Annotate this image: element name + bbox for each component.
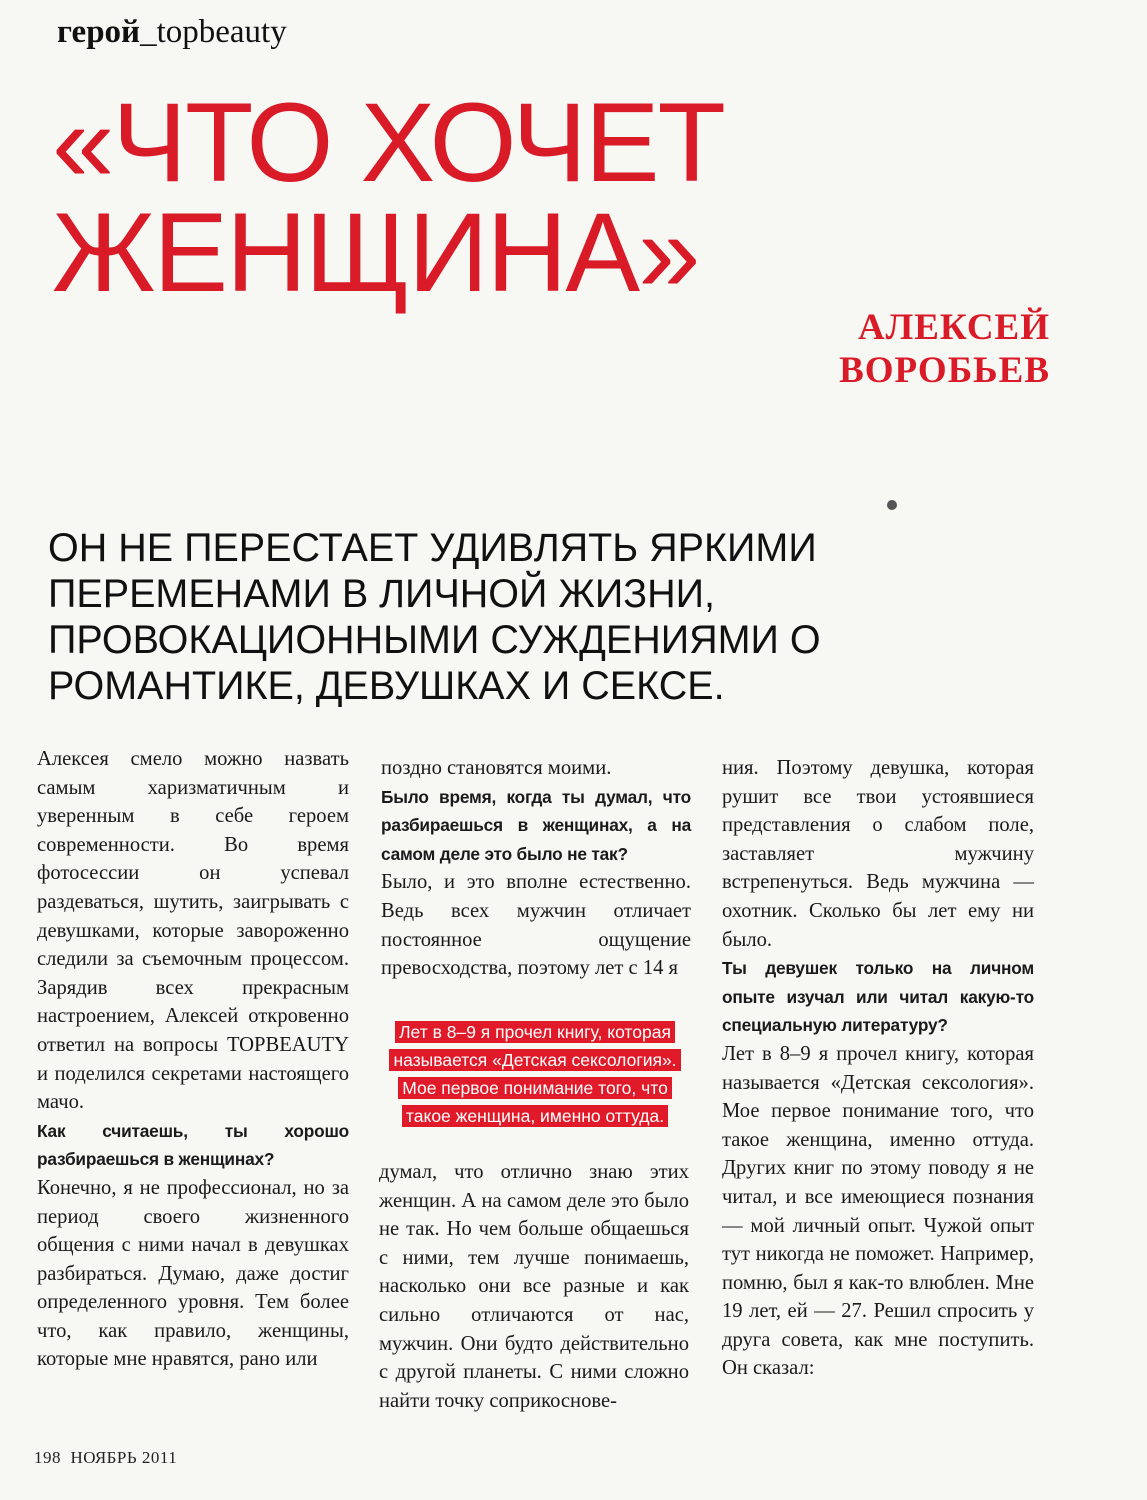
headline-line-2: ЖЕНЩИНА» [52,190,699,315]
author-name: АЛЕКСЕЙ ВОРОБЬЕВ [839,307,1050,391]
pull-quote-line-2: называется «Детская сексология». [389,1049,680,1071]
lead-paragraph: ОН НЕ ПЕРЕСТАЕТ УДИВЛЯТЬ ЯРКИМИ ПЕРЕМЕНАМИ В ЛИЧНОЙ ЖИЗНИ, ПРОВОКАЦИОННЫМИ СУЖДЕНИЯМИ О РОМАНТИКЕ, ДЕВУШКАХ И СЕКСЕ. [48,526,821,708]
issue-date: НОЯБРЬ 2011 [70,1448,178,1467]
answer-2-continued: думал, что отлично знаю этих женщин. А на самом деле это было не так. Но чем больше общаешься с ними, тем лучше понимаешь, насколько они все разные и как сильно отличаются от нас, мужчин. Они будто действительно с другой планеты. С ними сложно найти точку соприкоснове- [379,1161,689,1412]
section-tag-prefix: герой [57,14,141,50]
answer-2: Было, и это вполне естественно. Ведь всех мужчин отличает постоянное ощущение превосходства, поэтому лет с 14 я [381,871,691,980]
question-3: Ты девушек только на личном опыте изучал или читал какую-то специальную литературу? [722,958,1034,1036]
decorative-dot [887,500,897,510]
intro-paragraph: Алексея смело можно назвать самым харизматичным и уверенным в себе героем современности. Во время фотосессии он успевал раздеваться, шутить, заигрывать с девушками, которые завороженно следили за съемочным процессом. Зарядив всех прекрасным настроением, Алексей откровенно ответил на вопросы TOPBEAUTY и поделился секретами настоящего мачо. [37,748,349,1114]
column-3 [722,754,1034,1383]
answer-2-end: ния. Поэтому девушка, которая рушит все твои устоявшиеся представления о слабом поле, заставляет мужчину встрепенуться. Ведь мужчина — охотник. Сколько бы лет ему ни было. [722,757,1034,951]
pull-quote [365,1018,705,1130]
page-footer [34,1448,177,1468]
pull-quote-line-1: Лет в 8–9 я прочел книгу, которая [395,1021,675,1043]
question-2: Было время, когда ты думал, что разбираешься в женщинах, а на самом деле это было не так? [381,786,691,864]
column-2-bottom [379,1158,689,1415]
column-2-top [381,754,691,983]
page-number: 198 [34,1448,61,1467]
answer-1-end: поздно становятся моими. [381,757,612,779]
headline-line-1: «ЧТО ХОЧЕТ [52,80,724,205]
pull-quote-line-4: такое женщина, именно оттуда. [402,1105,668,1127]
section-tag [57,14,287,51]
headline [52,80,772,315]
answer-3: Лет в 8–9 я прочел книгу, которая называется «Детская сексология». Мое первое понимание того, что такое женщина, именно оттуда. Других книг по этому поводу я не читал, и все имеющиеся познания — мой личный опыт. Чужой опыт тут никогда не поможет. Например, помню, был я как-то влюблен. Мне 19 лет, ей — 27. Решил спросить у друга совета, как мне поступить. Он сказал: [722,1042,1034,1380]
question-1: Как считаешь, ты хорошо разбираешься в женщинах? [37,1120,349,1170]
column-1 [37,745,349,1374]
pull-quote-line-3: Мое первое понимание того, что [398,1077,672,1099]
section-tag-suffix: _topbeauty [140,14,287,50]
answer-1: Конечно, я не профессионал, но за период своего жизненного общения с ними начал в девушках разбираться. Думаю, даже достиг определенного уровня. Тем более что, как правило, женщины, которые мне нравятся, рано или [37,1176,349,1371]
